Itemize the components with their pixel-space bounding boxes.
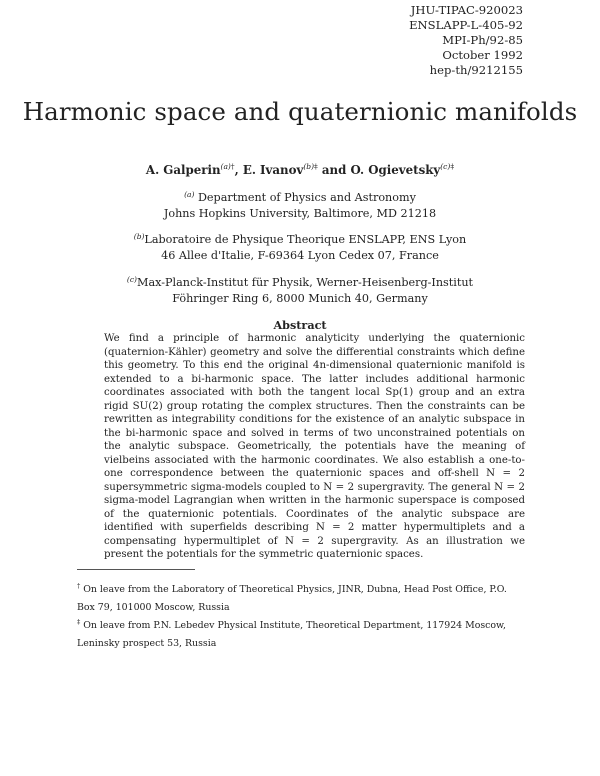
author-name: O. Ogievetsky [350,163,441,177]
footnote-mark: † [77,582,81,590]
footnote-text: On leave from P.N. Lebedev Physical Institute, Theoretical Department, 117924 Moscow, Leninsky prospect 53, Russia [77,620,506,649]
affiliation-mark: (a) [220,162,231,171]
affiliation-mark: (a) [184,190,195,199]
preprint-id: JHU-TIPAC-920023 [410,3,523,17]
footnote-mark: † [230,162,235,171]
affiliation-line: Laboratoire de Physique Theorique ENSLAPP, ENS Lyon [144,233,467,246]
affiliation-b [0,229,600,264]
author-separator: and [317,163,351,177]
preprint-ids [409,3,523,78]
footnote-mark: ‡ [314,162,318,171]
paper-title: Harmonic space and quaternionic manifolds [22,97,578,126]
footnote-text: On leave from the Laboratory of Theoretical Physics, JINR, Dubna, Head Post Office, P.O. Box 79, 101000 Moscow, Russia [77,584,507,613]
affiliation-line: Johns Hopkins University, Baltimore, MD 21218 [163,207,437,220]
footnote [77,613,525,653]
abstract-heading: Abstract [273,318,327,332]
affiliation-line: Föhringer Ring 6, 8000 Munich 40, Germany [172,292,428,305]
author-list [0,162,600,177]
affiliation-a [0,187,600,222]
abstract-body: We find a principle of harmonic analyticity underlying the quaternionic (quaternion-Kähler) geometry and solve the differential constraints which define this geometry. To this end the original 4n-dimensional quaternionic manifold is extended to a bi-harmonic space. The latter includes additional harmonic coordinates associated with both the tangent local Sp(1) group and an extra rigid SU(2) group rotating the complex structures. Then the constraints can be rewritten as integrability conditions for the existence of an analytic subspace in the bi-harmonic space and solved in terms of two unconstrained potentials on the analytic subspace. Geometrically, the potentials have the meaning of vielbeins associated with the harmonic coordinates. We also establish a one-to-one correspondence between the quaternionic spaces and off-shell N = 2 supersymmetric sigma-models coupled to N = 2 supergravity. The general N = 2 sigma-model Lagrangian when written in the harmonic superspace is composed of the quaternionic potentials. Coordinates of the analytic subspace are identified with superfields describing N = 2 matter hypermultiplets and a compensating hypermultiplet of N = 2 supergravity. As an illustration we present the potentials for the symmetric quaternionic spaces. [104,333,525,560]
affiliation-line: Max-Planck-Institut für Physik, Werner-Heisenberg-Institut [136,276,474,289]
arxiv-id: hep-th/9212155 [429,63,523,77]
footnote-rule [77,569,195,570]
affiliation-line: Department of Physics and Astronomy [194,191,416,204]
affiliation-mark: (b) [133,232,145,241]
footnote [77,577,525,617]
footnote-mark: ‡ [77,618,81,626]
affiliation-mark: (b) [303,162,315,171]
author-name: A. Galperin [145,163,221,177]
affiliation-mark: (c) [126,275,137,284]
author-separator: , [234,163,243,177]
footnote-mark: ‡ [450,162,455,171]
author-name: E. Ivanov [242,163,304,177]
affiliation-c [0,272,600,307]
preprint-date: October 1992 [442,48,523,62]
preprint-id: MPI-Ph/92-85 [442,33,523,47]
affiliation-mark: (c) [440,162,451,171]
preprint-id: ENSLAPP-L-405-92 [409,18,523,32]
affiliation-line: 46 Allee d'Italie, F-69364 Lyon Cedex 07, France [161,249,439,262]
